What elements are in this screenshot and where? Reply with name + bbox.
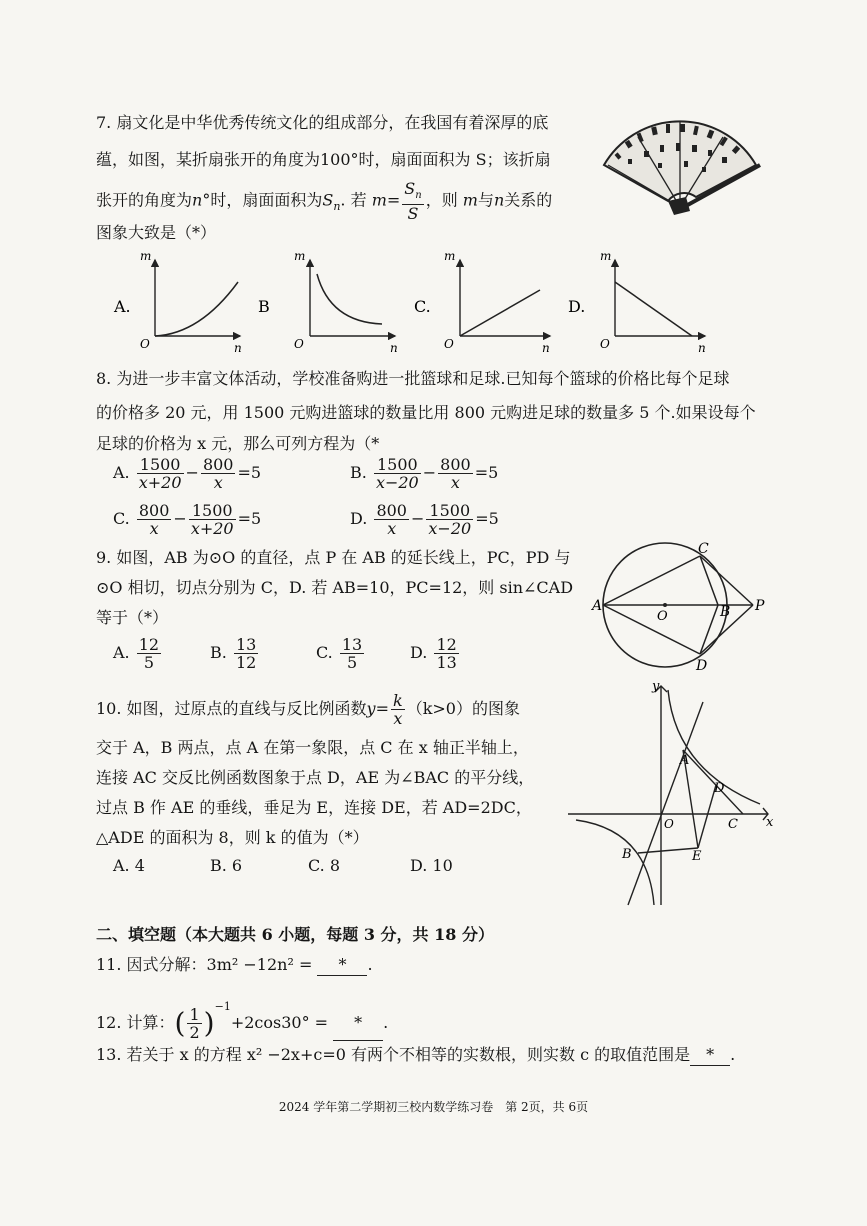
q10-line-1: 10. 如图，过原点的直线与反比例函数y= $\frac{k}{x}$ （k>0）的图象 xyxy=(96,691,520,728)
q11-answer-blank[interactable]: * xyxy=(317,955,367,976)
svg-text:y: y xyxy=(652,680,660,694)
svg-text:P: P xyxy=(755,598,765,614)
q10-option-d: D. 10 xyxy=(410,856,453,875)
svg-text:O: O xyxy=(444,337,454,351)
q12: 12. 计算：( $\frac{1}{2}$ )$^{-1}$+2cos30° = * . xyxy=(96,1000,389,1042)
q12-answer-blank[interactable]: * xyxy=(333,1006,383,1041)
q9-line-1: 9. 如图，AB 为⊙O 的直径，点 P 在 AB 的延长线上，PC，PD 与 xyxy=(96,548,571,567)
q7-option-c-graph xyxy=(414,252,550,355)
q7-line-1: 7. 扇文化是中华优秀传统文化的组成部分，在我国有着深厚的底 xyxy=(96,113,549,132)
q7-line-2: 蕴，如图，某折扇张开的角度为100°时，扇面面积为 S；该折扇 xyxy=(96,150,551,169)
q9-circle-figure xyxy=(590,540,775,675)
svg-text:x: x xyxy=(766,815,774,830)
svg-text:B: B xyxy=(258,297,270,316)
q10-option-b: B. 6 xyxy=(210,856,243,875)
q7-line-4: 图象大致是（*） xyxy=(96,223,217,242)
q13-answer-blank[interactable]: * xyxy=(690,1045,730,1066)
q8-option-a: A. $\frac{1500}{x+20}$ − $\frac{800}{x}$ =5 xyxy=(113,455,262,492)
svg-text:O: O xyxy=(600,337,610,351)
svg-text:A: A xyxy=(592,598,603,614)
svg-text:D: D xyxy=(714,781,725,796)
svg-text:C: C xyxy=(698,541,709,557)
page-footer: 2024 学年第二学期初三校内数学练习卷 第 2页，共 6页 xyxy=(278,1100,589,1114)
q13: 13. 若关于 x 的方程 x² −2x+c=0 有两个不相等的实数根，则实数 c 的取值范围是 * . xyxy=(96,1045,736,1064)
folding-fan-figure xyxy=(598,115,763,220)
svg-text:B: B xyxy=(720,604,731,620)
svg-text:m: m xyxy=(600,252,612,263)
svg-text:A: A xyxy=(680,753,690,768)
q11: 11. 因式分解：3m² −12n² = * . xyxy=(96,955,373,974)
q9-option-b: B. $\frac{13}{12}$ xyxy=(210,635,257,672)
svg-text:n: n xyxy=(390,341,398,355)
q7-option-a-graph xyxy=(113,252,242,355)
q10-line-5: △ADE 的面积为 8，则 k 的值为（*） xyxy=(96,828,369,847)
svg-text:O: O xyxy=(657,609,668,624)
svg-text:n: n xyxy=(234,341,242,355)
q10-line-4: 过点 B 作 AE 的垂线，垂足为 E，连接 DE，若 AD=2DC， xyxy=(96,798,532,817)
q8-option-c: C. $\frac{800}{x}$ − $\frac{1500}{x+20}$ =5 xyxy=(113,501,262,538)
svg-text:E: E xyxy=(692,849,702,864)
q9-option-d: D. $\frac{12}{13}$ xyxy=(410,635,457,672)
svg-text:A.: A. xyxy=(114,297,131,316)
q8-line-3: 足球的价格为 x 元，那么可列方程为（* xyxy=(96,434,380,453)
svg-text:m: m xyxy=(444,252,456,263)
svg-text:B: B xyxy=(622,847,632,862)
q7-option-b-graph xyxy=(258,252,398,355)
svg-text:O: O xyxy=(664,817,674,831)
svg-text:C.: C. xyxy=(414,297,431,316)
section-2-heading: 二、填空题（本大题共 6 小题，每题 3 分，共 18 分） xyxy=(96,925,494,944)
q10-line-2: 交于 A，B 两点，点 A 在第一象限，点 C 在 x 轴正半轴上， xyxy=(96,738,529,757)
q9-option-c: C. $\frac{13}{5}$ xyxy=(316,635,363,672)
q8-line-2: 的价格多 20 元，用 1500 元购进篮球的数量比用 800 元购进足球的数量多 5 个.如果设每个 xyxy=(96,403,756,422)
q7-line-3: 张开的角度为n°时，扇面面积为$S_n$. 若 m= $\frac{S_n}{S}$ ，则 m与n关系的 xyxy=(96,179,553,224)
q7-option-graphs xyxy=(110,252,750,357)
svg-text:n: n xyxy=(542,341,550,355)
q8-option-d: D. $\frac{800}{x}$ − $\frac{1500}{x-20}$ =5 xyxy=(350,501,499,538)
svg-text:O: O xyxy=(140,337,150,351)
q10-option-c: C. 8 xyxy=(308,856,341,875)
q9-option-a: A. $\frac{12}{5}$ xyxy=(113,635,160,672)
svg-text:m: m xyxy=(294,252,306,263)
q10-option-a: A. 4 xyxy=(113,856,145,875)
q9-line-3: 等于（*） xyxy=(96,608,169,627)
svg-text:D.: D. xyxy=(568,297,586,316)
svg-text:O: O xyxy=(294,337,304,351)
q7-option-d-graph xyxy=(568,252,706,355)
svg-text:C: C xyxy=(728,817,738,832)
svg-text:m: m xyxy=(140,252,152,263)
q10-hyperbola-figure xyxy=(568,680,783,910)
q9-line-2: ⊙O 相切，切点分别为 C，D. 若 AB=10，PC=12，则 sin∠CAD xyxy=(96,578,574,597)
svg-text:n: n xyxy=(698,341,706,355)
q8-line-1: 8. 为进一步丰富文体活动，学校准备购进一批篮球和足球.已知每个篮球的价格比每个足球 xyxy=(96,369,730,388)
q10-line-3: 连接 AC 交反比例函数图象于点 D，AE 为∠BAC 的平分线， xyxy=(96,768,535,787)
svg-text:D: D xyxy=(696,658,708,674)
q7-fraction: $\frac{S_n}{S}$ xyxy=(404,179,422,224)
q8-option-b: B. $\frac{1500}{x-20}$ − $\frac{800}{x}$ =5 xyxy=(350,455,499,492)
